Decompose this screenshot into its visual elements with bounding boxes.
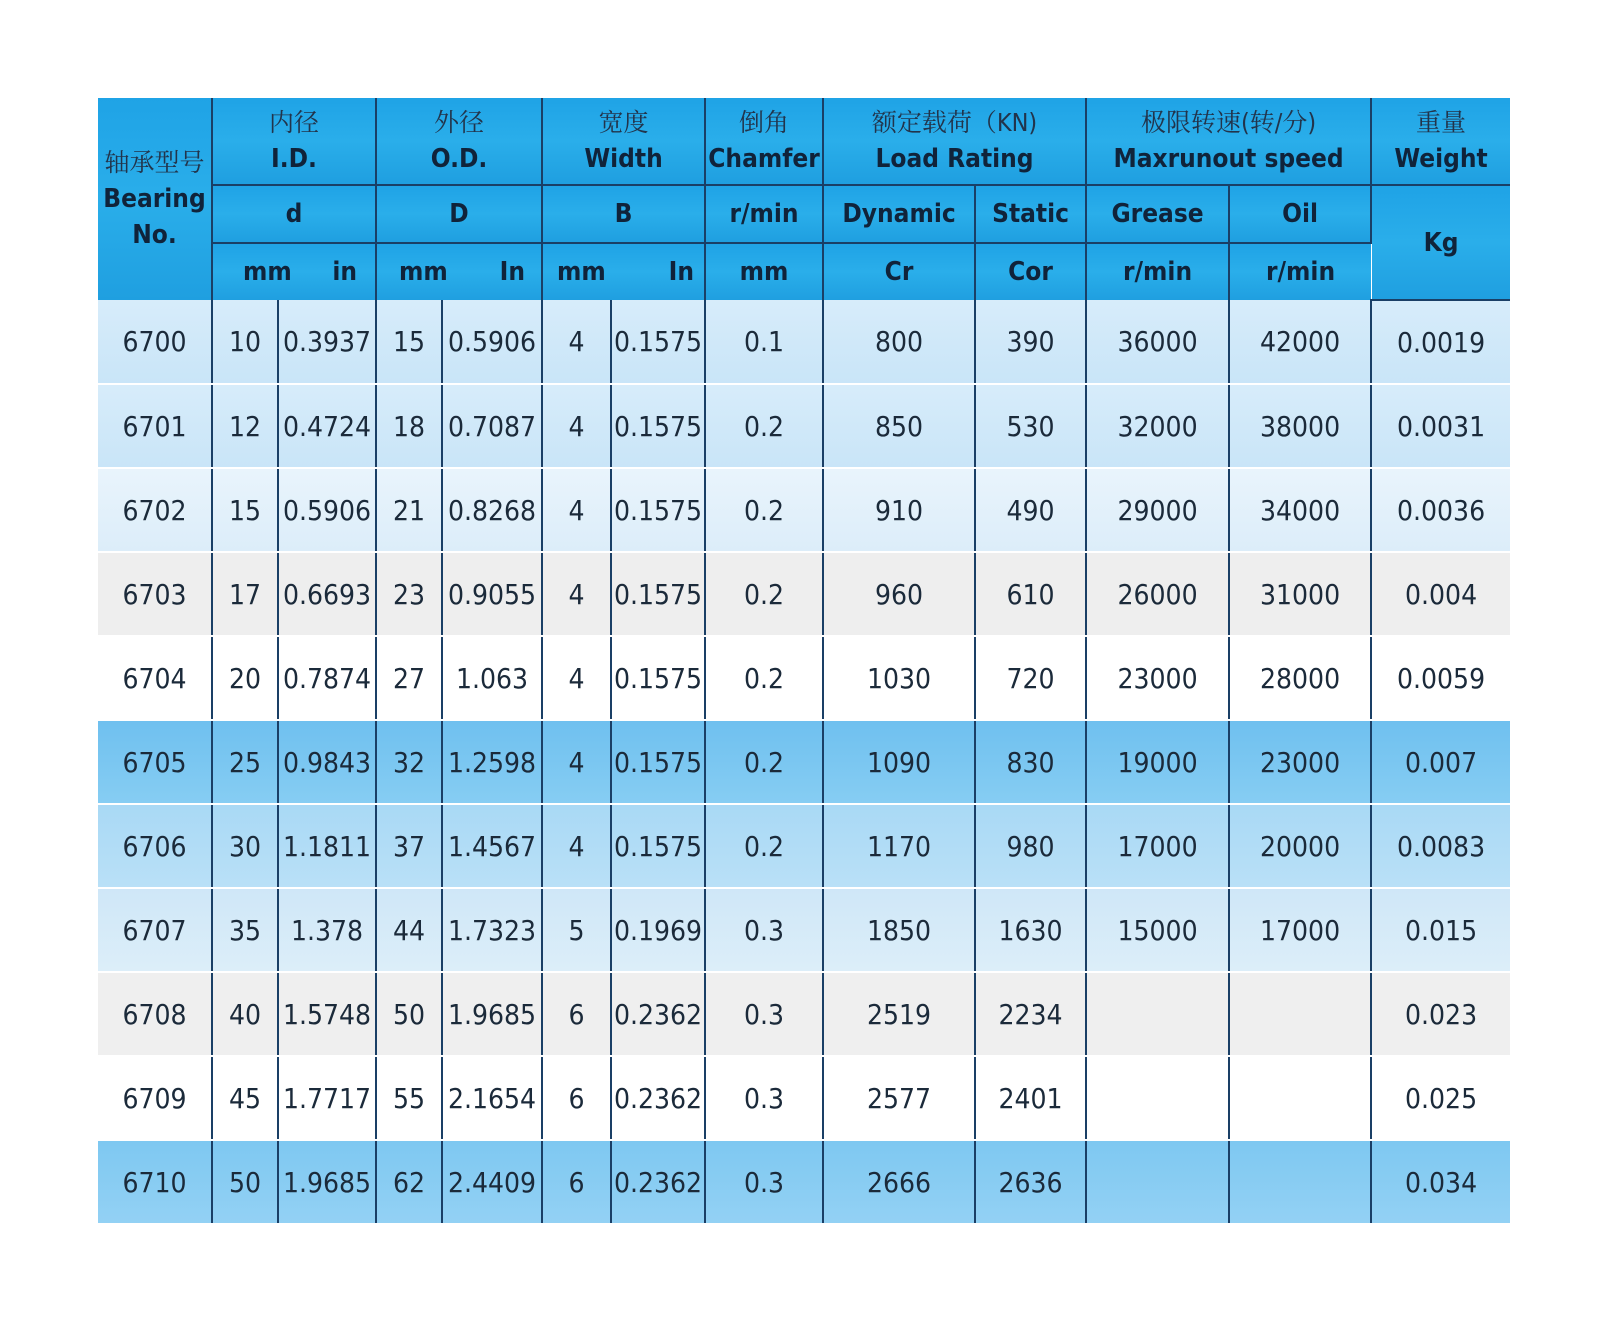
cell-width-mm: 4: [542, 720, 611, 804]
cell-grease-speed: [1086, 972, 1229, 1056]
cell-weight-kg: 0.025: [1371, 1056, 1510, 1140]
cell-width-mm: 4: [542, 384, 611, 468]
cell-width-in: 0.1575: [611, 804, 705, 888]
cell-od-in: 1.063: [442, 636, 542, 720]
bearing-spec-table-container: [98, 98, 1510, 1225]
header-od: [376, 98, 542, 185]
cell-weight-kg: 0.0083: [1371, 804, 1510, 888]
cell-width-mm: 5: [542, 888, 611, 972]
cell-dynamic-cr: 1030: [823, 636, 975, 720]
header-oil-unit: r/min: [1229, 243, 1371, 300]
cell-chamfer: 0.2: [705, 804, 823, 888]
header-od-symbol: D: [376, 185, 542, 243]
cell-width-in: 0.2362: [611, 972, 705, 1056]
header-width-en: Width: [584, 144, 663, 174]
cell-chamfer: 0.3: [705, 1140, 823, 1224]
header-chamfer-symbol: r/min: [705, 185, 823, 243]
header-weight: [1371, 98, 1510, 185]
header-oil: Oil: [1229, 185, 1371, 243]
cell-oil-speed: 34000: [1229, 468, 1371, 552]
table-row: [98, 972, 1510, 1056]
cell-chamfer: 0.3: [705, 1056, 823, 1140]
header-id-en: I.D.: [271, 144, 317, 174]
cell-id-in: 0.3937: [278, 300, 376, 384]
cell-bearing-no: 6700: [98, 300, 212, 384]
cell-width-in: 0.1575: [611, 720, 705, 804]
cell-weight-kg: 0.0059: [1371, 636, 1510, 720]
cell-dynamic-cr: 1170: [823, 804, 975, 888]
header-od-unit-in: In: [499, 257, 526, 287]
cell-bearing-no: 6703: [98, 552, 212, 636]
cell-id-in: 1.1811: [278, 804, 376, 888]
header-od-zh: 外径: [434, 108, 485, 137]
cell-oil-speed: 20000: [1229, 804, 1371, 888]
header-width-zh: 宽度: [598, 108, 649, 137]
header-width-unit-in: In: [668, 257, 695, 287]
cell-weight-kg: 0.015: [1371, 888, 1510, 972]
cell-weight-kg: 0.023: [1371, 972, 1510, 1056]
cell-oil-speed: 42000: [1229, 300, 1371, 384]
cell-width-mm: 6: [542, 1056, 611, 1140]
header-od-units: [376, 243, 542, 300]
cell-od-mm: 21: [376, 468, 442, 552]
cell-id-mm: 40: [212, 972, 278, 1056]
cell-od-mm: 15: [376, 300, 442, 384]
cell-weight-kg: 0.007: [1371, 720, 1510, 804]
cell-width-in: 0.2362: [611, 1056, 705, 1140]
header-bearing-no: [98, 98, 212, 300]
cell-id-mm: 25: [212, 720, 278, 804]
header-id-symbol: d: [212, 185, 376, 243]
cell-bearing-no: 6709: [98, 1056, 212, 1140]
cell-oil-speed: [1229, 972, 1371, 1056]
cell-od-mm: 50: [376, 972, 442, 1056]
cell-od-mm: 23: [376, 552, 442, 636]
cell-id-mm: 30: [212, 804, 278, 888]
cell-grease-speed: 36000: [1086, 300, 1229, 384]
cell-od-mm: 44: [376, 888, 442, 972]
cell-id-in: 0.9843: [278, 720, 376, 804]
cell-od-in: 0.7087: [442, 384, 542, 468]
cell-grease-speed: 15000: [1086, 888, 1229, 972]
table-row: [98, 720, 1510, 804]
cell-grease-speed: 32000: [1086, 384, 1229, 468]
cell-od-mm: 55: [376, 1056, 442, 1140]
cell-width-in: 0.1575: [611, 636, 705, 720]
table-row: [98, 468, 1510, 552]
cell-oil-speed: 31000: [1229, 552, 1371, 636]
header-width-symbol: B: [542, 185, 705, 243]
cell-static-cor: 720: [975, 636, 1086, 720]
cell-bearing-no: 6706: [98, 804, 212, 888]
header-bearing-no-en2: No.: [132, 220, 177, 250]
table-header: [98, 98, 1510, 300]
cell-od-in: 2.1654: [442, 1056, 542, 1140]
table-row: [98, 300, 1510, 384]
cell-width-mm: 4: [542, 300, 611, 384]
cell-weight-kg: 0.034: [1371, 1140, 1510, 1224]
table-row: [98, 888, 1510, 972]
cell-id-in: 1.9685: [278, 1140, 376, 1224]
cell-bearing-no: 6708: [98, 972, 212, 1056]
cell-id-mm: 17: [212, 552, 278, 636]
cell-grease-speed: 19000: [1086, 720, 1229, 804]
header-width: [542, 98, 705, 185]
cell-width-mm: 4: [542, 636, 611, 720]
cell-chamfer: 0.2: [705, 552, 823, 636]
cell-id-mm: 50: [212, 1140, 278, 1224]
header-speed-zh: 极限转速(转/分): [1140, 108, 1317, 137]
cell-static-cor: 830: [975, 720, 1086, 804]
cell-od-in: 0.9055: [442, 552, 542, 636]
header-weight-zh: 重量: [1416, 108, 1467, 137]
cell-id-mm: 15: [212, 468, 278, 552]
cell-chamfer: 0.2: [705, 468, 823, 552]
cell-chamfer: 0.2: [705, 636, 823, 720]
header-chamfer-zh: 倒角: [739, 108, 790, 137]
table-row: [98, 552, 1510, 636]
cell-grease-speed: [1086, 1140, 1229, 1224]
header-id-zh: 内径: [269, 108, 320, 137]
header-grease: Grease: [1086, 185, 1229, 243]
cell-dynamic-cr: 2519: [823, 972, 975, 1056]
cell-oil-speed: 38000: [1229, 384, 1371, 468]
cell-bearing-no: 6705: [98, 720, 212, 804]
cell-width-mm: 6: [542, 1140, 611, 1224]
header-grease-unit: r/min: [1086, 243, 1229, 300]
header-static: Static: [975, 185, 1086, 243]
header-chamfer-unit: mm: [705, 243, 823, 300]
cell-od-mm: 37: [376, 804, 442, 888]
header-id-unit-in: in: [332, 257, 358, 287]
cell-id-in: 1.7717: [278, 1056, 376, 1140]
cell-bearing-no: 6702: [98, 468, 212, 552]
cell-dynamic-cr: 2666: [823, 1140, 975, 1224]
cell-bearing-no: 6707: [98, 888, 212, 972]
header-speed-en: Maxrunout speed: [1113, 144, 1344, 174]
table-row: [98, 384, 1510, 468]
header-chamfer: [705, 98, 823, 185]
cell-grease-speed: [1086, 1056, 1229, 1140]
cell-width-in: 0.1575: [611, 300, 705, 384]
cell-bearing-no: 6704: [98, 636, 212, 720]
table-row: [98, 1140, 1510, 1224]
cell-oil-speed: 23000: [1229, 720, 1371, 804]
cell-dynamic-cr: 850: [823, 384, 975, 468]
cell-grease-speed: 17000: [1086, 804, 1229, 888]
cell-od-in: 1.4567: [442, 804, 542, 888]
cell-width-mm: 6: [542, 972, 611, 1056]
cell-dynamic-cr: 800: [823, 300, 975, 384]
cell-chamfer: 0.3: [705, 972, 823, 1056]
cell-id-mm: 45: [212, 1056, 278, 1140]
cell-dynamic-cr: 2577: [823, 1056, 975, 1140]
cell-oil-speed: [1229, 1140, 1371, 1224]
cell-od-in: 0.5906: [442, 300, 542, 384]
cell-oil-speed: 28000: [1229, 636, 1371, 720]
header-width-unit-mm: mm: [557, 257, 606, 287]
header-od-unit-mm: mm: [399, 257, 448, 287]
cell-static-cor: 490: [975, 468, 1086, 552]
header-id-units: [212, 243, 376, 300]
cell-grease-speed: 29000: [1086, 468, 1229, 552]
cell-grease-speed: 23000: [1086, 636, 1229, 720]
table-row: [98, 804, 1510, 888]
cell-dynamic-cr: 910: [823, 468, 975, 552]
header-dynamic: Dynamic: [823, 185, 975, 243]
cell-id-mm: 12: [212, 384, 278, 468]
cell-static-cor: 1630: [975, 888, 1086, 972]
cell-dynamic-cr: 1090: [823, 720, 975, 804]
table-row: [98, 636, 1510, 720]
table-body: [98, 300, 1510, 1224]
header-load-en: Load Rating: [875, 144, 1034, 174]
cell-od-in: 0.8268: [442, 468, 542, 552]
cell-width-in: 0.1575: [611, 384, 705, 468]
table-row: [98, 1056, 1510, 1140]
cell-chamfer: 0.2: [705, 720, 823, 804]
cell-oil-speed: [1229, 1056, 1371, 1140]
bearing-spec-table: [98, 98, 1510, 1225]
cell-static-cor: 390: [975, 300, 1086, 384]
cell-static-cor: 530: [975, 384, 1086, 468]
cell-weight-kg: 0.0019: [1371, 300, 1510, 384]
cell-od-in: 2.4409: [442, 1140, 542, 1224]
cell-id-in: 0.7874: [278, 636, 376, 720]
cell-grease-speed: 26000: [1086, 552, 1229, 636]
cell-chamfer: 0.2: [705, 384, 823, 468]
cell-width-mm: 4: [542, 552, 611, 636]
cell-id-in: 0.4724: [278, 384, 376, 468]
cell-od-in: 1.7323: [442, 888, 542, 972]
cell-chamfer: 0.3: [705, 888, 823, 972]
cell-od-mm: 18: [376, 384, 442, 468]
header-weight-unit: Kg: [1371, 185, 1510, 300]
header-dynamic-unit: Cr: [823, 243, 975, 300]
cell-id-in: 1.5748: [278, 972, 376, 1056]
cell-weight-kg: 0.0031: [1371, 384, 1510, 468]
cell-id-in: 0.5906: [278, 468, 376, 552]
header-weight-en: Weight: [1394, 144, 1488, 174]
cell-bearing-no: 6701: [98, 384, 212, 468]
cell-od-in: 1.9685: [442, 972, 542, 1056]
cell-chamfer: 0.1: [705, 300, 823, 384]
cell-od-mm: 32: [376, 720, 442, 804]
cell-weight-kg: 0.0036: [1371, 468, 1510, 552]
header-load-rating: [823, 98, 1086, 185]
header-id-unit-mm: mm: [243, 257, 292, 287]
header-id: [212, 98, 376, 185]
cell-id-mm: 35: [212, 888, 278, 972]
cell-id-mm: 20: [212, 636, 278, 720]
cell-od-mm: 27: [376, 636, 442, 720]
cell-dynamic-cr: 1850: [823, 888, 975, 972]
cell-static-cor: 2234: [975, 972, 1086, 1056]
cell-width-mm: 4: [542, 804, 611, 888]
header-od-en: O.D.: [430, 144, 488, 174]
cell-id-in: 0.6693: [278, 552, 376, 636]
header-max-speed: [1086, 98, 1371, 185]
cell-bearing-no: 6710: [98, 1140, 212, 1224]
header-static-unit: Cor: [975, 243, 1086, 300]
cell-width-in: 0.1575: [611, 552, 705, 636]
cell-weight-kg: 0.004: [1371, 552, 1510, 636]
header-bearing-no-zh: 轴承型号: [104, 148, 205, 177]
header-bearing-no-en1: Bearing: [103, 184, 206, 214]
header-width-units: [542, 243, 705, 300]
cell-width-in: 0.2362: [611, 1140, 705, 1224]
cell-id-in: 1.378: [278, 888, 376, 972]
cell-od-in: 1.2598: [442, 720, 542, 804]
cell-dynamic-cr: 960: [823, 552, 975, 636]
cell-oil-speed: 17000: [1229, 888, 1371, 972]
cell-static-cor: 2401: [975, 1056, 1086, 1140]
cell-static-cor: 2636: [975, 1140, 1086, 1224]
cell-static-cor: 980: [975, 804, 1086, 888]
cell-static-cor: 610: [975, 552, 1086, 636]
cell-width-in: 0.1575: [611, 468, 705, 552]
cell-width-mm: 4: [542, 468, 611, 552]
header-load-zh: 额定载荷（KN): [871, 108, 1038, 137]
cell-width-in: 0.1969: [611, 888, 705, 972]
cell-id-mm: 10: [212, 300, 278, 384]
cell-od-mm: 62: [376, 1140, 442, 1224]
header-chamfer-en: Chamfer: [708, 144, 820, 174]
